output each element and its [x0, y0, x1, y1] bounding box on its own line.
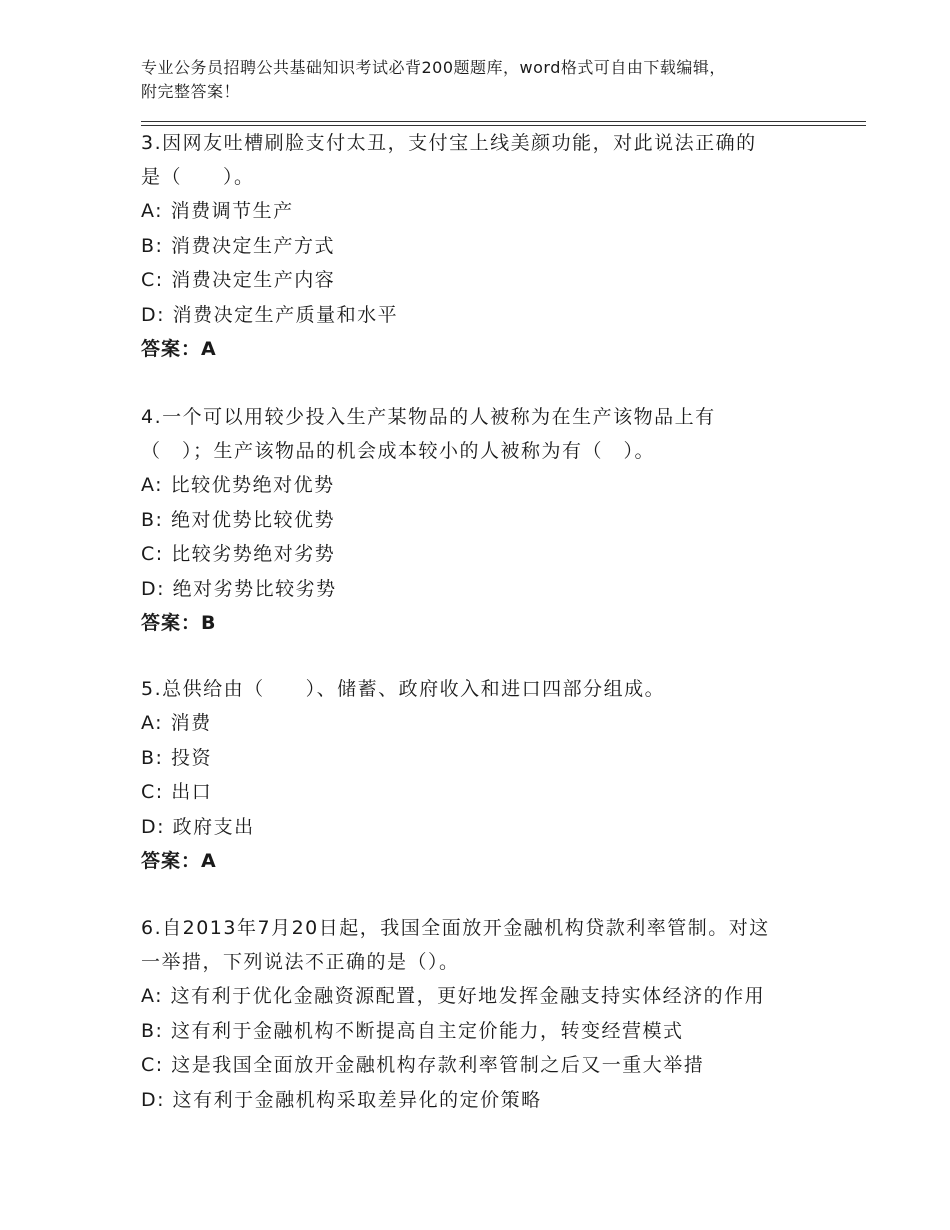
option-c: C: 比较劣势绝对劣势	[141, 543, 336, 565]
option-d: D: 这有利于金融机构采取差异化的定价策略	[141, 1088, 542, 1111]
option-a: A: 消费调节生产	[141, 200, 294, 222]
question-stem-line: 是（ ）。	[141, 166, 255, 188]
option-a: A: 比较优势绝对优势	[141, 474, 335, 496]
option-b: B: 投资	[141, 746, 212, 769]
option-d: D: 消费决定生产质量和水平	[141, 303, 399, 326]
answer: 答案：A	[141, 850, 217, 872]
question-6	[141, 911, 841, 1117]
question-stem-line: 6.自2013年7月20日起，我国全面放开金融机构贷款利率管制。对这	[141, 917, 770, 939]
question-stem-line: 一举措，下列说法不正确的是（）。	[141, 951, 460, 973]
answer: 答案：A	[141, 338, 217, 360]
option-d: D: 政府支出	[141, 815, 255, 838]
question-3	[141, 126, 841, 367]
question-4	[141, 400, 841, 641]
option-a: A: 消费	[141, 712, 212, 734]
header-line-1: 专业公务员招聘公共基础知识考试必背200题题库，word格式可自由下载编辑，	[141, 58, 726, 77]
option-b: B: 绝对优势比较优势	[141, 508, 335, 531]
option-c: C: 出口	[141, 781, 213, 803]
option-b: B: 消费决定生产方式	[141, 234, 335, 257]
document-header	[141, 56, 801, 104]
header-line-2: 附完整答案！	[141, 82, 241, 101]
question-stem-line: （ ）；生产该物品的机会成本较小的人被称为有（ ）。	[141, 440, 656, 462]
answer: 答案：B	[141, 612, 217, 634]
option-c: C: 这是我国全面放开金融机构存款利率管制之后又一重大举措	[141, 1054, 705, 1076]
option-c: C: 消费决定生产内容	[141, 269, 336, 291]
question-5	[141, 672, 841, 879]
question-stem-line: 3.因网友吐槽刷脸支付太丑，支付宝上线美颜功能，对此说法正确的	[141, 132, 757, 154]
question-stem-line: 5.总供给由（ ）、储蓄、政府收入和进口四部分组成。	[141, 678, 666, 700]
header-rule-top	[141, 121, 866, 122]
option-a: A: 这有利于优化金融资源配置，更好地发挥金融支持实体经济的作用	[141, 985, 766, 1007]
question-stem-line: 4.一个可以用较少投入生产某物品的人被称为在生产该物品上有	[141, 406, 716, 428]
option-b: B: 这有利于金融机构不断提高自主定价能力，转变经营模式	[141, 1019, 684, 1042]
option-d: D: 绝对劣势比较劣势	[141, 577, 337, 600]
